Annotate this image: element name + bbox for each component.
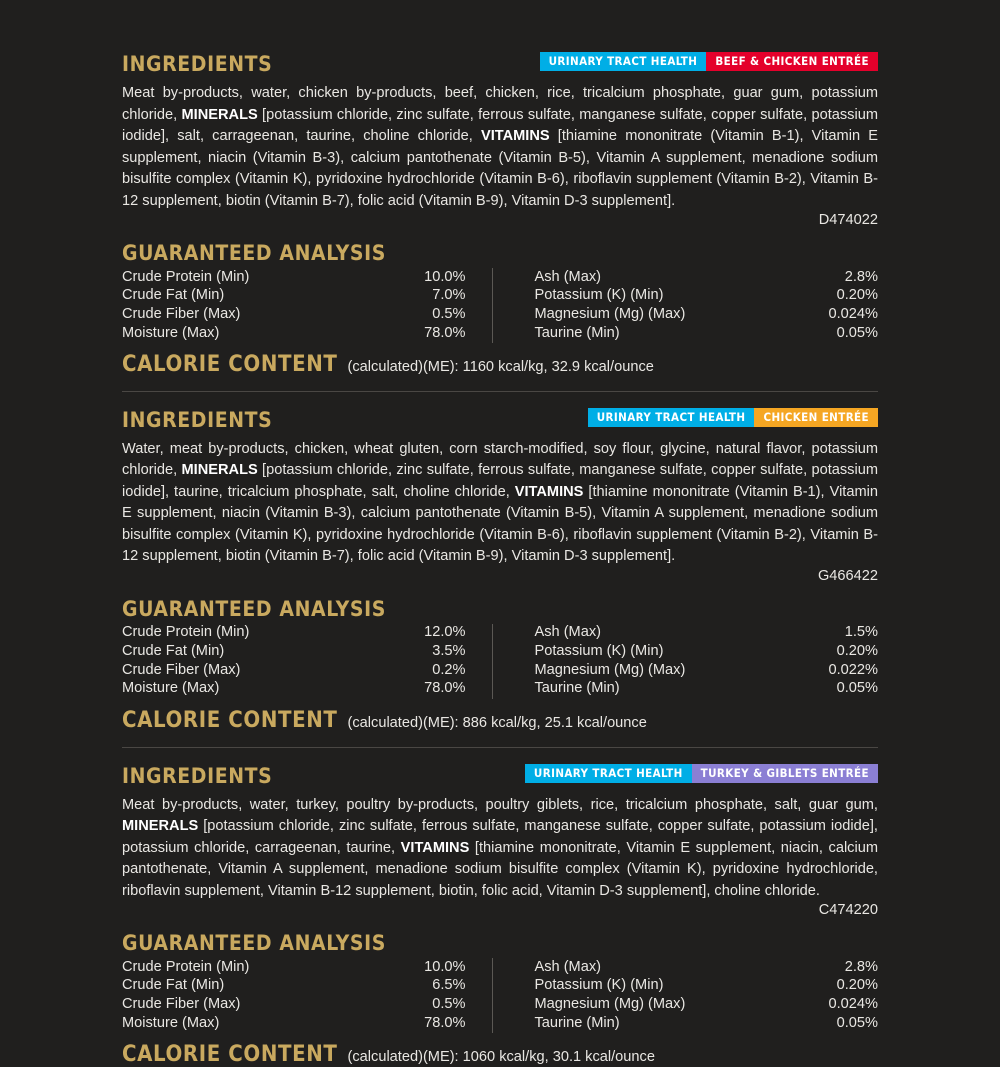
ga-row — [535, 977, 879, 996]
ga-label: Magnesium (Mg) (Max) — [534, 661, 686, 678]
ga-value: 0.05% — [836, 1014, 878, 1031]
ga-value: 1.5% — [844, 624, 878, 641]
ga-label: Moisture (Max) — [122, 324, 220, 341]
ga-label: Moisture (Max) — [122, 680, 220, 697]
ga-value: 0.022% — [828, 661, 878, 678]
product-code-1: D474022 — [818, 212, 878, 228]
ga-label: Taurine (Min) — [534, 1014, 620, 1031]
guaranteed-analysis-table-3 — [122, 958, 878, 1033]
ga-column-left-2 — [122, 624, 492, 699]
ga-value: 6.5% — [432, 977, 466, 994]
ga-row — [535, 661, 879, 680]
guaranteed-analysis-heading-3: GUARANTEED ANALYSIS — [122, 931, 386, 955]
ga-value: 0.5% — [432, 995, 466, 1012]
ga-row — [535, 1014, 879, 1033]
ga-value: 78.0% — [424, 1014, 466, 1031]
ga-label: Ash (Max) — [534, 958, 601, 975]
calorie-content-heading-3: CALORIE CONTENT — [122, 1041, 338, 1067]
ingredients-minerals-label-3: MINERALS — [122, 818, 199, 834]
ga-value: 7.0% — [432, 287, 466, 304]
ga-row — [535, 642, 879, 661]
ga-row — [535, 624, 879, 643]
ingredients-part-mid-1: [potassium chloride, zinc sulfate, ferrous sulfate, manganese sulfate, copper sulfate, potassium iodide], salt, carrageenan, taurine, choline chloride, — [122, 106, 878, 144]
ga-value: 3.5% — [432, 643, 466, 660]
ga-value: 78.0% — [424, 680, 466, 697]
ga-value: 0.024% — [828, 995, 878, 1012]
ga-value: 10.0% — [424, 268, 466, 285]
ga-row — [122, 287, 466, 306]
ga-value: 12.0% — [424, 624, 466, 641]
ga-label: Crude Fat (Min) — [122, 287, 225, 304]
guaranteed-analysis-table-2 — [122, 624, 878, 699]
ga-row — [535, 680, 879, 699]
guaranteed-analysis-heading-2: GUARANTEED ANALYSIS — [122, 596, 386, 621]
ga-row — [122, 958, 466, 977]
ga-value: 0.20% — [836, 287, 878, 304]
ingredients-part-mid-2: [potassium chloride, zinc sulfate, ferrous sulfate, manganese sulfate, copper sulfate, potassium iodide], taurine, tricalcium phosphate, salt, choline chloride, — [122, 462, 878, 500]
ga-label: Potassium (K) (Min) — [534, 977, 664, 994]
ingredients-minerals-label-1: MINERALS — [181, 106, 258, 123]
ga-label: Magnesium (Mg) (Max) — [534, 995, 686, 1012]
ga-label: Crude Fat (Min) — [122, 977, 225, 994]
badge-flavor-1: BEEF & CHICKEN ENTRÉE — [706, 52, 878, 71]
ga-row — [122, 1014, 466, 1033]
ga-row — [535, 958, 879, 977]
calorie-content-value-2: (calculated)(ME): 886 kcal/kg, 25.1 kcal/ounce — [347, 714, 647, 731]
ga-label: Crude Fiber (Max) — [122, 661, 241, 678]
panel-header-2 — [122, 408, 878, 434]
ga-row — [122, 680, 466, 699]
badge-flavor-3: TURKEY & GIBLETS ENTRÉE — [692, 764, 878, 783]
ingredients-heading-2: INGREDIENTS — [122, 407, 273, 432]
ga-value: 78.0% — [424, 324, 466, 341]
ga-row — [122, 995, 466, 1014]
badge-group-2 — [588, 408, 878, 427]
ga-row — [122, 268, 466, 287]
panel-header-3 — [122, 764, 878, 790]
calorie-content-heading-2: CALORIE CONTENT — [122, 707, 338, 733]
ga-column-right-3 — [492, 958, 879, 1033]
ga-value: 0.05% — [836, 324, 878, 341]
calorie-content-value-3: (calculated)(ME): 1060 kcal/kg, 30.1 kcal/ounce — [347, 1048, 655, 1065]
code-line-3 — [122, 902, 878, 918]
product-panel-2 — [122, 391, 878, 733]
ga-value: 0.024% — [828, 305, 878, 322]
ingredients-minerals-label-2: MINERALS — [181, 462, 258, 479]
ga-label: Moisture (Max) — [122, 1014, 220, 1031]
product-code-3: C474220 — [818, 902, 878, 918]
guaranteed-analysis-heading-1: GUARANTEED ANALYSIS — [122, 241, 386, 265]
ga-value: 0.5% — [432, 305, 466, 322]
ga-label: Ash (Max) — [534, 268, 601, 285]
ingredients-paragraph-1 — [122, 83, 878, 212]
badge-urinary-tract-health-1: URINARY TRACT HEALTH — [540, 52, 707, 71]
badge-urinary-tract-health-2: URINARY TRACT HEALTH — [588, 408, 755, 427]
ingredients-paragraph-2 — [122, 439, 878, 568]
ingredients-part-post-3: [thiamine mononitrate, Vitamin E supplement, niacin, calcium pantothenate, Vitamin A supplement, menadione sodium bisulfite complex (Vitamin K), pyridoxine hydrochloride, riboflavin supplement, Vitamin B-12 supplement, biotin, folic acid, Vitamin D-3 supplement], choline chloride. — [122, 839, 878, 899]
ga-label: Potassium (K) (Min) — [534, 643, 664, 660]
ga-value: 0.2% — [432, 661, 466, 678]
ga-value: 10.0% — [424, 958, 466, 975]
ga-row — [122, 324, 466, 343]
ga-label: Crude Fiber (Max) — [122, 305, 241, 322]
ga-row — [535, 268, 879, 287]
ga-value: 0.20% — [836, 977, 878, 994]
ga-label: Crude Protein (Min) — [122, 624, 250, 641]
ingredients-heading-1: INGREDIENTS — [122, 52, 273, 76]
ga-value: 2.8% — [844, 958, 878, 975]
code-line-1 — [122, 212, 878, 228]
ga-label: Ash (Max) — [534, 624, 601, 641]
ingredients-part-pre-2: Water, meat by-products, chicken, wheat gluten, corn starch-modified, soy flour, glycine, natural flavor, potassium chloride, — [122, 440, 878, 479]
ga-row — [535, 324, 879, 343]
ingredients-part-post-1: [thiamine mononitrate (Vitamin B-1), Vitamin E supplement, niacin (Vitamin B-3), calcium pantothenate (Vitamin B-5), Vitamin A supplement, menadione sodium bisulfite complex (Vitamin K), pyridoxine hydrochloride (Vitamin B-6), riboflavin supplement (Vitamin B-2), Vitamin B-12 supplement, biotin (Vitamin B-7), folic acid (Vitamin B-9), Vitamin D-3 supplement]. — [122, 128, 878, 209]
ingredients-part-post-2: [thiamine mononitrate (Vitamin B-1), Vitamin E supplement, niacin (Vitamin B-3), calcium pantothenate (Vitamin B-5), Vitamin A supplement, menadione sodium bisulfite complex (Vitamin K), pyridoxine hydrochloride (Vitamin B-6), riboflavin supplement (Vitamin B-2), Vitamin B-12 supplement, biotin (Vitamin B-7), folic acid (Vitamin B-9), Vitamin D-3 supplement]. — [122, 483, 878, 565]
badge-group-1 — [540, 52, 878, 71]
ga-column-left-1 — [122, 268, 492, 343]
ingredients-vitamins-label-3: VITAMINS — [400, 839, 470, 856]
ga-row — [535, 995, 879, 1014]
product-panel-3 — [122, 747, 878, 1067]
ingredients-vitamins-label-1: VITAMINS — [480, 128, 550, 144]
ga-column-left-3 — [122, 958, 492, 1033]
ga-value: 0.20% — [836, 643, 878, 660]
ga-label: Potassium (K) (Min) — [534, 287, 664, 304]
ingredients-heading-3: INGREDIENTS — [122, 763, 273, 788]
ga-row — [122, 305, 466, 324]
ingredients-part-pre-3: Meat by-products, water, turkey, poultry by-products, poultry giblets, rice, tricalcium phosphate, salt, guar gum, — [122, 796, 878, 813]
ga-row — [535, 305, 879, 324]
ga-label: Crude Fiber (Max) — [122, 995, 241, 1012]
guaranteed-analysis-table-1 — [122, 268, 878, 343]
ga-label: Crude Protein (Min) — [122, 268, 250, 285]
ga-label: Crude Fat (Min) — [122, 643, 225, 660]
ga-label: Magnesium (Mg) (Max) — [534, 305, 686, 322]
ga-label: Crude Protein (Min) — [122, 958, 250, 975]
panel-header-1 — [122, 52, 878, 78]
calorie-content-block-1 — [122, 352, 878, 377]
ga-column-right-2 — [492, 624, 879, 699]
calorie-content-block-3 — [122, 1042, 878, 1067]
ga-row — [535, 287, 879, 306]
ga-row — [122, 624, 466, 643]
badge-flavor-2: CHICKEN ENTRÉE — [754, 408, 878, 427]
ga-label: Taurine (Min) — [534, 680, 620, 697]
ingredients-part-pre-1: Meat by-products, water, chicken by-products, beef, chicken, rice, tricalcium phosphate, guar gum, potassium chloride, — [122, 85, 878, 123]
ingredients-vitamins-label-2: VITAMINS — [514, 483, 584, 500]
ga-column-right-1 — [492, 268, 879, 343]
ga-value: 0.05% — [836, 680, 878, 697]
ga-row — [122, 642, 466, 661]
product-code-2: G466422 — [817, 567, 878, 584]
calorie-content-block-2 — [122, 708, 878, 733]
ga-row — [122, 977, 466, 996]
product-panel-1 — [122, 42, 878, 377]
ga-label: Taurine (Min) — [534, 324, 620, 341]
calorie-content-heading-1: CALORIE CONTENT — [122, 351, 338, 377]
ga-row — [122, 661, 466, 680]
code-line-2 — [122, 568, 878, 584]
ingredients-part-mid-3: [potassium chloride, zinc sulfate, ferrous sulfate, manganese sulfate, copper sulfate, potassium iodide], potassium chloride, carrageenan, taurine, — [122, 818, 878, 856]
badge-urinary-tract-health-3: URINARY TRACT HEALTH — [525, 764, 692, 783]
ingredients-paragraph-3 — [122, 795, 878, 903]
ga-value: 2.8% — [844, 268, 878, 285]
calorie-content-value-1: (calculated)(ME): 1160 kcal/kg, 32.9 kcal/ounce — [347, 358, 654, 375]
badge-group-3 — [525, 764, 878, 783]
